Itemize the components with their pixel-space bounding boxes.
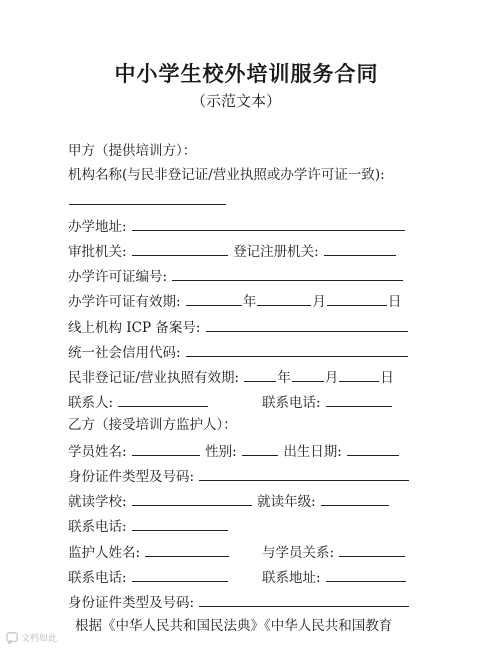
grade-field[interactable] [321,491,389,506]
icp-field[interactable] [206,317,408,332]
guardian-row [68,542,230,562]
credit-code-label: 统一社会信用代码: [68,345,181,361]
day-label: 日 [387,294,402,310]
org-name-field[interactable] [69,190,226,205]
watermark-logo-icon [6,631,19,644]
id-field[interactable] [199,466,409,481]
contact-row [68,392,209,412]
year-label: 年 [242,294,257,310]
address-label: 办学地址: [68,219,127,235]
id-label: 身份证件类型及号码: [68,469,195,485]
credit-code-field[interactable] [186,342,408,357]
registration-label: 登记注册机关: [233,244,319,260]
day-label: 日 [380,370,394,386]
address-field[interactable] [132,216,405,231]
watermark [6,631,57,644]
month-label: 月 [324,370,339,386]
guardian-address-label: 联系地址: [262,570,321,586]
approval-field[interactable] [132,241,228,256]
school-label: 就读学校: [68,494,127,510]
icp-label: 线上机构 ICP 备案号: [68,320,201,336]
approval-row [68,241,397,261]
guardian-address-field[interactable] [326,567,406,582]
credit-code-row [68,342,409,362]
birth-label: 出生日期: [283,444,342,460]
guardian-phone-label: 联系电话: [68,570,127,586]
party-a-heading: 甲方（提供培训方）： [68,143,197,159]
contact-label: 联系人: [68,395,114,411]
relation-field[interactable] [339,542,405,557]
document-subtitle: （示范文本） [190,92,281,110]
watermark-text: 文档如此 [21,634,58,644]
guardian-id-row [68,592,410,612]
cert-valid-label: 民非登记证/营业执照有效期: [68,370,240,386]
student-id-row [68,466,410,486]
school-row [68,491,390,511]
cert-valid-row [68,367,394,387]
guardian-id-field[interactable] [199,592,409,607]
license-valid-label: 办学许可证有效期: [68,294,181,310]
student-phone-label: 联系电话: [68,519,127,535]
license-valid-day-field[interactable] [327,291,387,306]
address-row [68,216,406,236]
contract-body-text: 根据《中华人民共和国民法典》《中华人民共和国教育 [75,618,393,634]
school-field[interactable] [132,491,252,506]
guardian-phone-row [68,567,229,587]
license-valid-row [68,291,401,311]
license-no-field[interactable] [172,266,403,281]
birth-field[interactable] [347,441,399,456]
year-label: 年 [277,370,291,386]
org-name-row [68,190,227,210]
grade-label: 就读年级: [257,494,316,510]
phone-field[interactable] [326,392,392,407]
icp-row [68,317,409,337]
phone-label: 联系电话: [262,395,321,411]
phone-row [262,392,393,412]
party-b-heading: 乙方（接受培训方监护人）： [68,417,237,433]
student-phone-row [68,516,229,536]
relation-row [262,542,406,562]
gender-field[interactable] [242,441,278,456]
license-valid-year-field[interactable] [186,291,242,306]
guardian-address-row [262,567,407,587]
license-no-label: 办学许可证编号: [68,269,168,285]
relation-label: 与学员关系: [262,545,335,561]
student-row [68,441,400,461]
license-valid-month-field[interactable] [257,291,311,306]
cert-valid-month-field[interactable] [292,367,324,382]
registration-field[interactable] [324,241,396,256]
student-name-label: 学员姓名: [68,444,127,460]
org-name-label: 机构名称(与民非登记证/营业执照或办学许可证一致): [68,167,385,183]
guardian-name-label: 监护人姓名: [68,545,141,561]
contact-field[interactable] [118,392,208,407]
license-no-row [68,266,404,286]
guardian-name-field[interactable] [145,542,229,557]
gender-label: 性别: [205,444,237,460]
guardian-id-label: 身份证件类型及号码: [68,595,195,611]
approval-label: 审批机关: [68,244,127,260]
student-phone-field[interactable] [132,516,228,531]
cert-valid-day-field[interactable] [339,367,379,382]
student-name-field[interactable] [132,441,200,456]
cert-valid-year-field[interactable] [244,367,276,382]
guardian-phone-field[interactable] [132,567,228,582]
document-title: 中小学生校外培训服务合同 [114,61,379,86]
month-label: 月 [312,294,326,310]
